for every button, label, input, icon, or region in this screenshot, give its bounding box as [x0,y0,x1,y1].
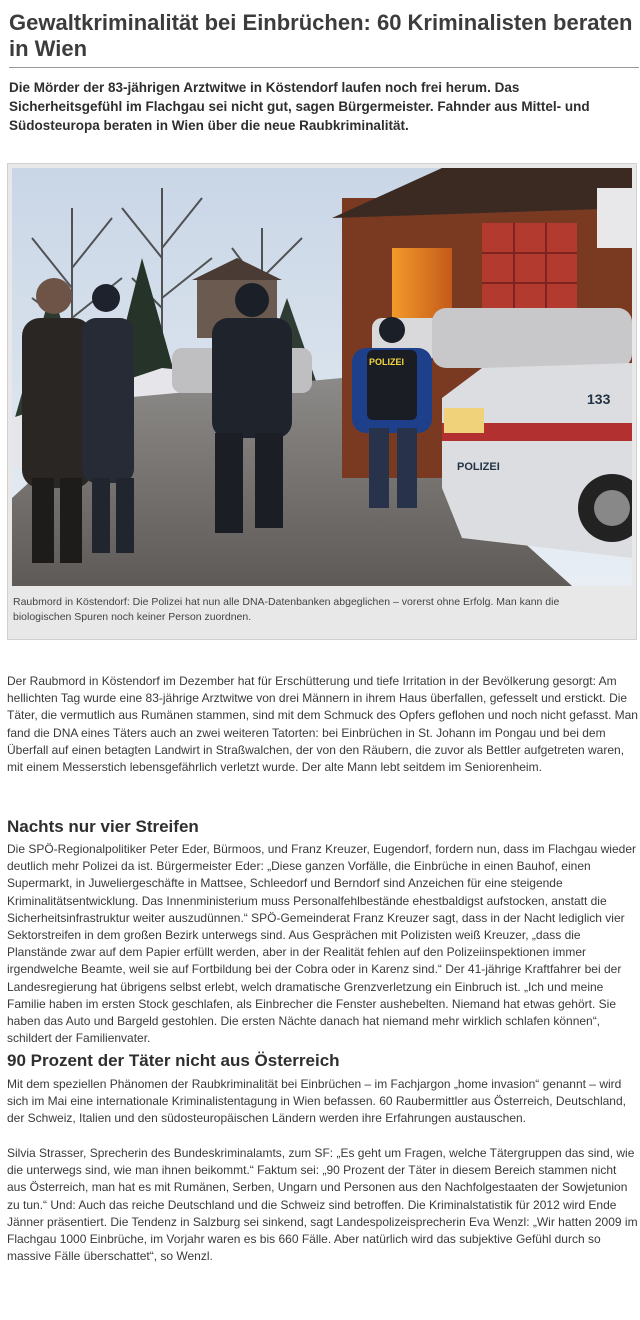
subheading-2: 90 Prozent der Täter nicht aus Österreich [7,1051,340,1070]
headline-divider [9,67,639,68]
police-vest-lettering: POLIZEI [369,357,405,367]
article-paragraph-4: Silvia Strasser, Sprecherin des Bundeskriminalamts, zum SF: „Es geht um Fragen, welche Tätergruppen das sind, wie die unterwegs sind, wie man ihnen beikommt.“ Faktum sei: „90 Prozent der Täter in diesem Bereich stammen nicht aus Österreich, man hat es mit Rumänen, Serben, Ungarn und Personen aus den Nachfolgestaaten der Sowjetunion zu tun.“ Und: Auch das reiche Deutschland und die Schweiz sind betroffen. Die Kriminalstatistik für 2012 wird Ende Jänner präsentiert. Die Tendenz in Salzburg sei sinkend, sagt Landespolizeisprecherin Eva Wenzl: „Wir hatten 2009 im Flachgau 1000 Einbrüche, im Vorjahr waren es bis 660 Fälle. Aber natürlich wird das subjektive Gefühl durch so massive Fälle überschattet“, so Wenzl. [7,1146,638,1264]
article-paragraph-3: Mit dem speziellen Phänomen der Raubkriminalität bei Einbrüchen – im Fachjargon „home invasion“ genannt – wird sich im Mai eine internationale Kriminalistentagung in Wien befassen. 60 Raubermittler aus Österreich, Deutschland, der Schweiz, Italien und den südosteuropäischen Ländern werden ihre Erfahrungen austauschen. [7,1077,626,1126]
subheading-1: Nachts nur vier Streifen [7,817,199,836]
article-lead: Die Mörder der 83-jährigen Arztwitwe in Köstendorf laufen noch frei herum. Das Sicherheitsgefühl im Flachgau sei nicht gut, sagen Bürgermeister. Fahnder aus Mittel- und Südosteuropa beraten in Wien über die neue Raubkriminalität. [9,80,590,133]
article-paragraph-1: Der Raubmord in Köstendorf im Dezember hat für Erschütterung und tiefe Irritation in der Bevölkerung gesorgt: Am hellichten Tag wurde eine 83-jährige Arztwitwe von drei Männern in ihrem Haus überfallen, gefesselt und erstickt. Die Täter, die vermutlich aus Rumänen stammen, sind mit dem Schmuck des Opfers geflohen und noch nicht gefasst. Man fand die DNA eines Täters auch an zwei weiteren Tatorten: bei Einbrüchen in St. Johann im Pongau und bei dem Überfall auf einen betagten Landwirt in Straßwalchen, der von den Räubern, die zuvor als Bettler aufgetreten waren, mit einem Messerstich lebensgefährlich verletzt wurde. Der alte Mann lebt seitdem im Seniorenheim. [7,674,638,775]
police-car-number: 133 [587,391,611,407]
article-figure [7,163,637,640]
article-headline: Gewaltkriminalität bei Einbrüchen: 60 Kriminalisten beraten in Wien [9,10,633,61]
article-photo[interactable] [12,168,632,586]
police-car-lettering: POLIZEI [457,461,500,473]
photo-caption: Raubmord in Köstendorf: Die Polizei hat nun alle DNA-Datenbanken abgeglichen – vorerst ohne Erfolg. Man kann die biologischen Spuren noch keiner Person zuordnen. [13,596,560,623]
article-paragraph-2: Die SPÖ-Regionalpolitiker Peter Eder, Bürmoos, und Franz Kreuzer, Eugendorf, fordern nun, dass im Flachgau wieder deutlich mehr Polizei da ist. Bürgermeister Eder: „Diese ganzen Vorfälle, die Einbrüche in einen Bauhof, einen Supermarkt, in Juweliergeschäfte in Mattsee, Schleedorf und Berndorf sind Anzeichen für eine steigende Kriminalitätsentwicklung. Das Innenministerium muss Personalfehlbestände ehestbaldigst aufstocken, anstatt die Sicherheitsinfrastruktur weiter auszudünnen.“ SPÖ-Gemeinderat Franz Kreuzer sagt, dass in der Nacht lediglich vier Sektorstreifen in dem großen Bezirk unterwegs sind. Aus Gesprächen mit Polizisten weiß Kreuzer, „dass die Planstände zwar auf dem Papier erfüllt werden, aber in der Realität fehlen auf den Polizeiinspektionen immer irgendwelche Beamte, weil sie auf Fortbildung bei der Cobra oder in Karenz sind.“ Der 41-jährige Kraftfahrer bei der Landesregierung hat übrigens selbst erlebt, welch dramatische Grenzverletzung ein Einbruch ist. „Ich und meine Familie haben im ersten Stock geschlafen, als Einbrecher die Fenster aushebelten. Niemand hat etwas gehört. Sie haben das Auto und Bargeld gestohlen. Die ersten Nächte danach hat niemand mehr wirklich schlafen können“, schildert der Familienvater. [7,842,636,1046]
